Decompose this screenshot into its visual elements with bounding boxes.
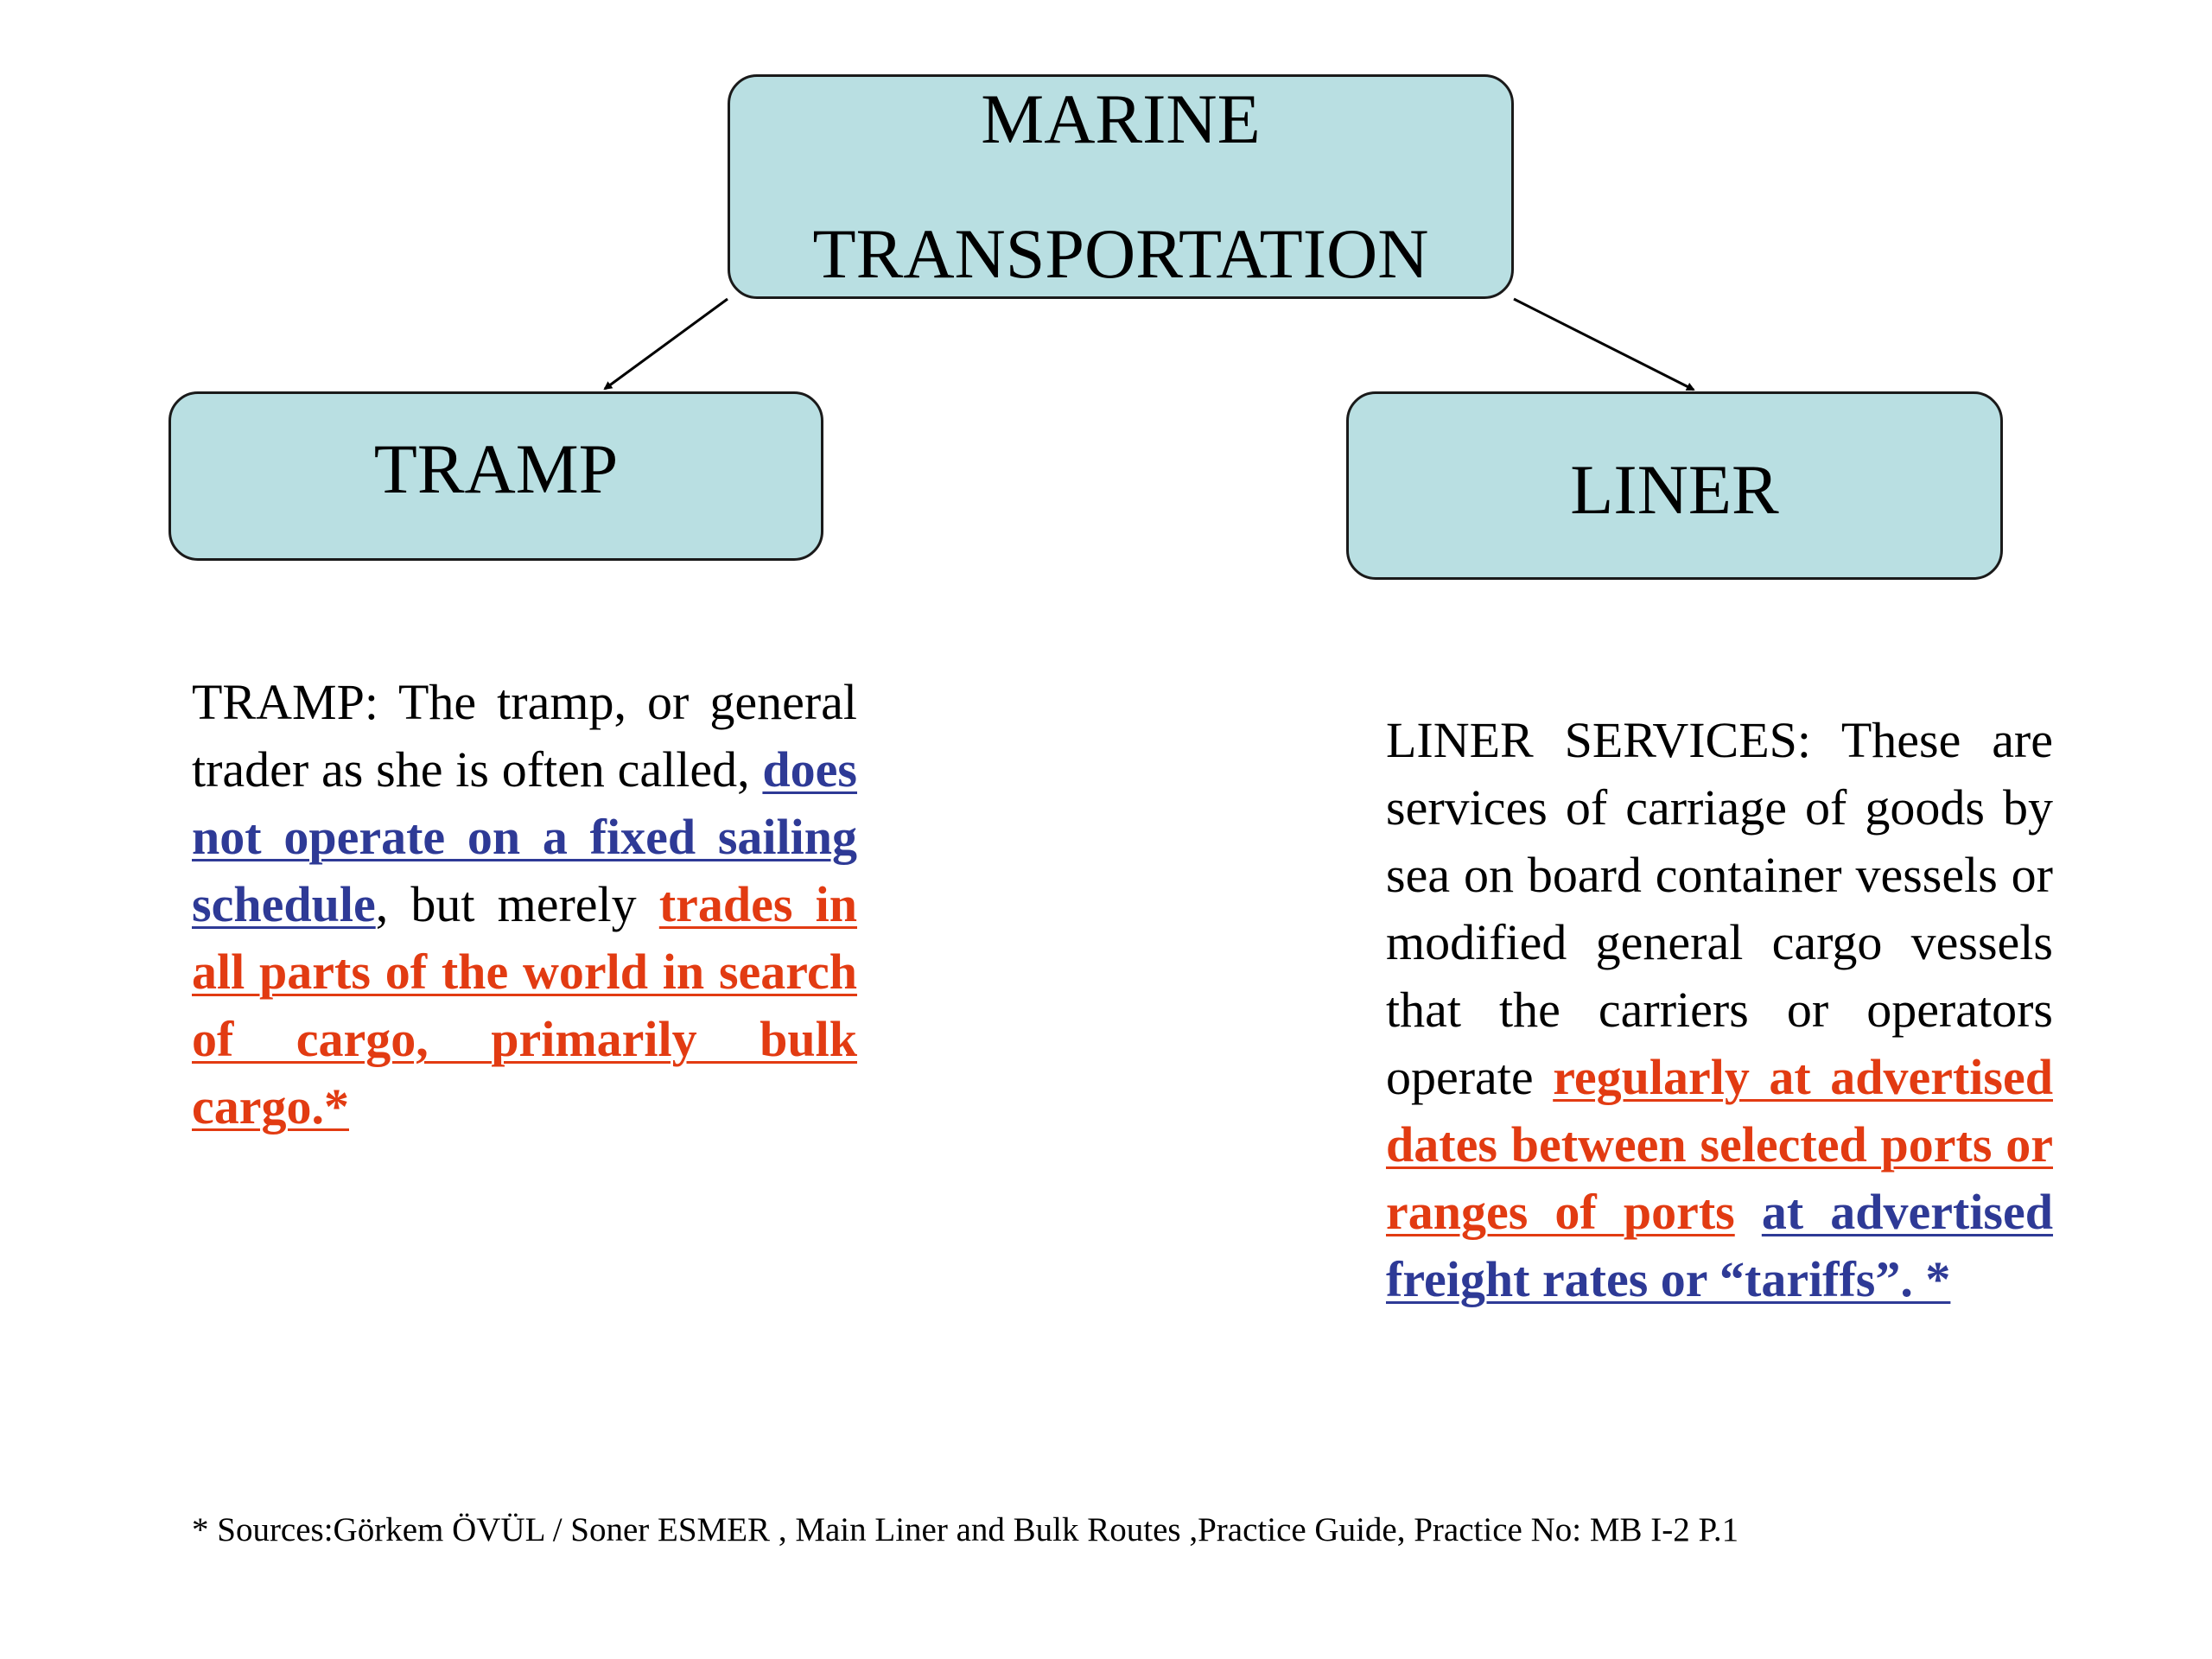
liner-text-lead: LINER SERVICES: These are services of carriage of goods by sea on board container vessels or modified general cargo vessels that the carriers or operators operate xyxy=(1386,712,2053,1105)
node-tramp-label: TRAMP xyxy=(373,429,619,508)
tramp-text-lead: TRAMP: The tramp, or general trader as she is often called, xyxy=(192,674,857,798)
edge-root-to-liner xyxy=(1514,299,1694,390)
tramp-highlight-trades: trades in all parts of the world in search of cargo, primarily bulk cargo.* xyxy=(192,876,857,1135)
node-root-line2: TRANSPORTATION xyxy=(812,214,1429,293)
tramp-description xyxy=(192,669,857,1141)
node-liner xyxy=(1346,391,2003,580)
node-liner-label: LINER xyxy=(1570,450,1779,529)
liner-description xyxy=(1386,707,2053,1313)
tramp-text-middle: , but merely xyxy=(375,876,659,932)
sources-footnote: * Sources:Görkem ÖVÜL / Soner ESMER , Main Liner and Bulk Routes ,Practice Guide, Practice No: MB I-2 P.1 xyxy=(192,1511,1739,1548)
tramp-highlight-schedule: does not operate on a fixed sailing schedule xyxy=(192,741,857,932)
node-tramp xyxy=(168,391,823,561)
liner-text-space xyxy=(1735,1184,1762,1240)
liner-highlight-regularly: regularly at advertised dates between selected ports or ranges of ports xyxy=(1386,1049,2053,1240)
node-root-line1: MARINE xyxy=(981,79,1261,158)
node-marine-transportation xyxy=(728,74,1514,299)
edge-root-to-tramp xyxy=(605,299,728,389)
liner-highlight-rates: at advertised freight rates or “tariffs”. * xyxy=(1386,1184,2054,1307)
